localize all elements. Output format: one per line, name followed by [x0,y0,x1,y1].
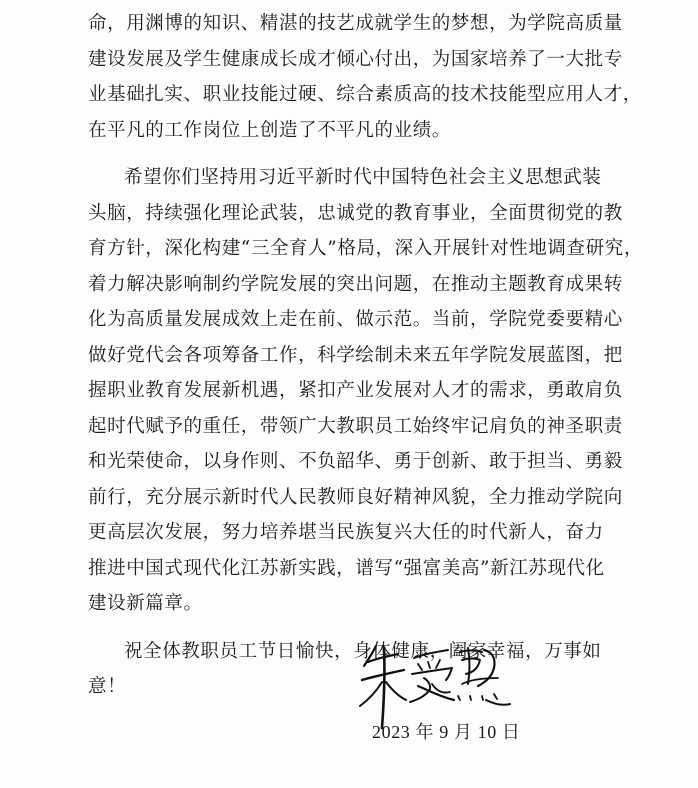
paragraph-line: 做好党代会各项筹备工作，科学绘制未来五年学院发展蓝图，把 [88,344,623,366]
paragraph-line: 命，用渊博的知识、精湛的技艺成就学生的梦想，为学院高质量 [88,13,623,34]
paragraph-line: 希望你们坚持用习近平新时代中国特色社会主义思想武装 [124,167,602,188]
paragraph-line: 化为高质量发展成效上走在前、做示范。当前，学院党委要精心 [88,309,623,330]
paragraph-line: 和光荣使命，以身作则、不负韶华、勇于创新、敢于担当、勇毅 [88,451,623,472]
paragraph-line: 更高层次发展，努力培养堪当民族复兴大任的时代新人，奋力 [88,522,604,543]
paragraph-2 [88,160,643,622]
paragraph-line: 起时代赋予的重任，带领广大教职员工始终牢记肩负的神圣职责 [88,415,623,437]
paragraph-line: 推进中国式现代化江苏新实践，谱写“强富美高”新江苏现代化 [88,557,605,579]
paragraph-line: 建设发展及学生健康成长成才倾心付出，为国家培养了一大批专 [88,48,623,70]
paragraph-line: 业基础扎实、职业技能过硬、综合素质高的技术技能型应用人才， [88,84,642,105]
paragraph-line: 握职业教育发展新机遇，紧扣产业发展对人才的需求，勇敢肩负 [88,380,623,401]
paragraph-line: 前行，充分展示新时代人民教师良好精神风貌，全力推动学院向 [88,486,623,508]
paragraph-line: 育方针，深化构建“三全育人”格局，深入开展针对性地调查研究， [88,238,643,259]
paragraph-line: 头脑，持续强化理论武装，忠诚党的教育事业，全面贯彻党的教 [88,202,623,224]
paragraph-1 [88,6,642,148]
handwritten-signature [358,640,518,730]
paragraph-line: 祝全体教职员工节日愉快，身体健康，阖家幸福，万事如 [124,640,602,662]
paragraph-line: 意！ [88,676,127,697]
paragraph-line: 在平凡的工作岗位上创造了不平凡的业绩。 [88,119,451,141]
paragraph-line: 着力解决影响制约学院发展的突出问题，在推动主题教育成果转 [88,273,623,295]
letter-body [88,6,643,705]
letter-date: 2023 年 9 月 10 日 [372,722,521,742]
paragraph-line: 建设新篇章。 [88,593,203,614]
paragraph-3 [88,634,608,705]
